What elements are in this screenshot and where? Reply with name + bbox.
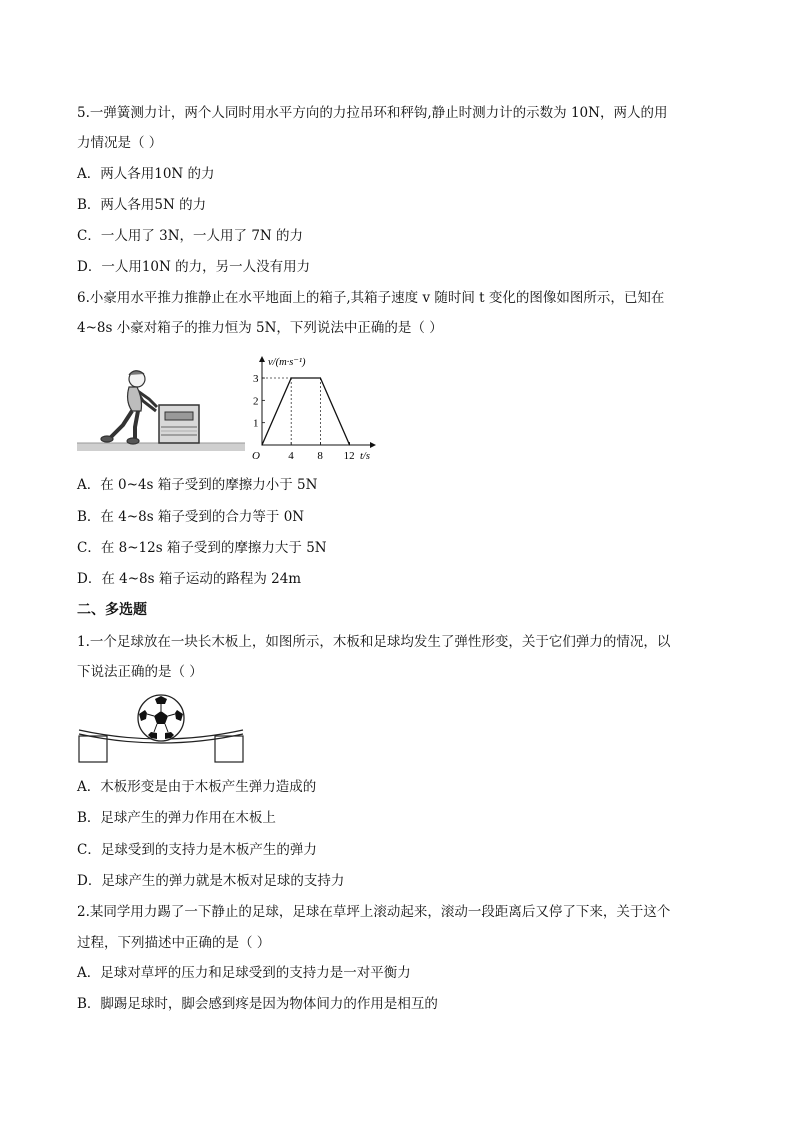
velocity-point (320, 377, 321, 378)
mq1-option-c: C．足球受到的支持力是木板产生的弹力 (77, 842, 317, 858)
wooden-box (159, 405, 199, 443)
y-tick-label: 1 (253, 417, 259, 430)
q5-stem-line1: 5.一弹簧测力计，两个人同时用水平方向的力拉吊环和秤钩,静止时测力计的示数为 10N，两人的用 (77, 105, 668, 121)
mq2-stem-line1: 2.某同学用力踢了一下静止的足球，足球在草坪上滚动起来，滚动一段距离后又停了下来，关于这个 (77, 904, 671, 920)
q5-option-b: B．两人各用5N 的力 (77, 197, 207, 213)
q6-option-c: C．在 8~12s 箱子受到的摩擦力大于 5N (77, 540, 327, 556)
x-tick-label: 4 (288, 450, 294, 462)
velocity-point (291, 377, 292, 378)
mq1-option-b: B．足球产生的弹力作用在木板上 (77, 810, 276, 826)
q6-stem-line2: 4~8s 小豪对箱子的推力恒为 5N，下列说法中正确的是（ ） (77, 320, 443, 336)
q5-option-d: D．一人用10N 的力，另一人没有用力 (77, 259, 311, 275)
mq2-option-b: B．脚踢足球时，脚会感到疼是因为物体间力的作用是相互的 (77, 996, 438, 1012)
mq1-option-a: A．木板形变是由于木板产生弹力造成的 (77, 779, 317, 795)
origin-label: O (252, 450, 260, 462)
q5-option-a: A．两人各用10N 的力 (77, 166, 215, 182)
mq2-option-a: A．足球对草坪的压力和足球受到的支持力是一对平衡力 (77, 965, 411, 981)
football-on-plank-illustration (77, 690, 247, 766)
x-axis-label: t/s (360, 451, 370, 462)
q6-option-b: B．在 4~8s 箱子受到的合力等于 0N (77, 509, 305, 525)
y-tick-label: 2 (253, 395, 259, 408)
velocity-point (261, 444, 262, 445)
football (138, 695, 184, 741)
q5-option-c: C．一人用了 3N，一人用了 7N 的力 (77, 228, 304, 244)
right-support-block (215, 736, 243, 762)
x-axis-arrow (370, 442, 376, 448)
mq1-stem-line2: 下说法正确的是（ ） (77, 664, 203, 680)
y-axis-label: v/(m·s⁻¹) (268, 357, 306, 368)
x-tick-label: 8 (317, 450, 323, 462)
y-tick-label: 3 (253, 373, 259, 386)
section-heading: 二、多选题 (77, 602, 147, 618)
mq1-stem-line1: 1.一个足球放在一块长木板上，如图所示，木板和足球均发生了弹性形变，关于它们弹力的情况，以 (77, 634, 671, 650)
y-axis-arrow (259, 356, 265, 362)
boy-figure (101, 371, 157, 444)
boy-pushing-box-illustration (77, 365, 245, 451)
q6-option-a: A．在 0~4s 箱子受到的摩擦力小于 5N (77, 477, 318, 493)
velocity-point (349, 444, 350, 445)
q6-option-d: D．在 4~8s 箱子运动的路程为 24m (77, 571, 302, 587)
velocity-time-chart (246, 350, 386, 462)
mq2-stem-line2: 过程，下列描述中正确的是（ ） (77, 935, 271, 951)
x-tick-label: 12 (343, 450, 355, 462)
velocity-series-line (262, 378, 350, 445)
mq1-option-d: D．足球产生的弹力就是木板对足球的支持力 (77, 873, 345, 889)
q6-stem-line1: 6.小豪用水平推力推静止在水平地面上的箱子,其箱子速度 v 随时间 t 变化的图像如图所示，已知在 (77, 290, 665, 306)
q5-stem-line2: 力情况是（ ） (77, 135, 163, 151)
left-support-block (79, 736, 107, 762)
